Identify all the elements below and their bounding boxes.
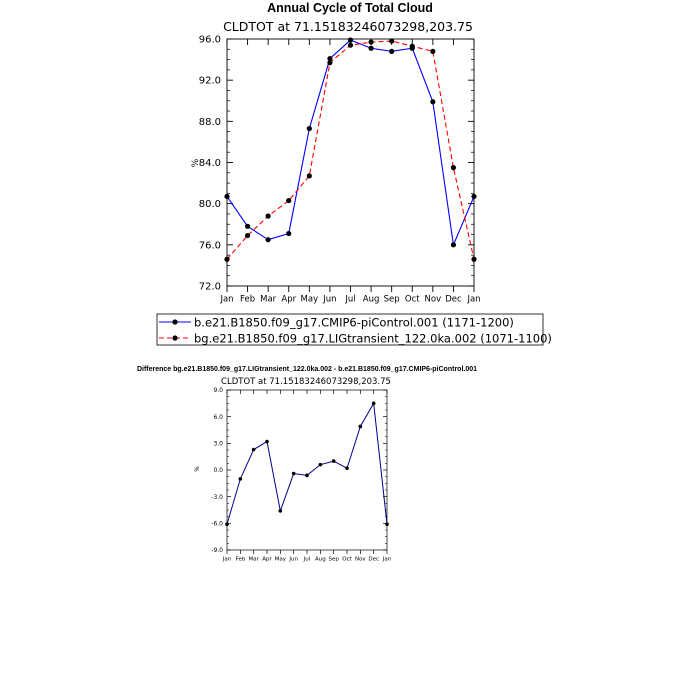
data-point (266, 237, 271, 242)
y-tick-label: 0.0 (213, 467, 223, 475)
difference-y-axis-label: % (194, 466, 201, 472)
series-line-0 (227, 40, 474, 245)
y-tick-label: 92.0 (198, 75, 221, 87)
data-point (292, 472, 296, 476)
x-tick-label: Apr (262, 556, 272, 563)
x-tick-label: Nov (424, 294, 442, 305)
series-line-1 (227, 41, 474, 259)
data-point (252, 448, 256, 452)
data-point (327, 60, 332, 65)
difference-title: Difference bg.e21.B1850.f09_g17.LIGtransient_122.0ka.002 - b.e21.B1850.f09_g17.CMIP6-piControl.001 (136, 366, 478, 373)
y-tick-label: 84.0 (198, 158, 221, 169)
x-tick-label: Dec (368, 556, 379, 563)
x-tick-label: Jan (222, 556, 232, 563)
y-axis-label: % (191, 158, 201, 168)
x-tick-label: Jul (345, 294, 356, 305)
data-point (239, 477, 243, 481)
x-tick-label: Jun (323, 294, 337, 305)
x-tick-label: Aug (314, 556, 326, 563)
x-tick-label: Jun (289, 556, 298, 563)
data-point (430, 99, 435, 104)
data-point (266, 213, 271, 218)
legend-label-picontrol: b.e21.B1850.f09_g17.CMIP6-piControl.001 (1171-1200) (194, 315, 514, 330)
plot-frame (227, 390, 387, 550)
x-tick-label: Jan (467, 294, 481, 305)
chart-title: Annual Cycle of Total Cloud (267, 1, 433, 15)
data-point (307, 173, 312, 178)
data-point (345, 466, 349, 470)
series-line-0 (227, 403, 387, 524)
x-tick-label: Aug (362, 294, 380, 305)
x-tick-label: Nov (354, 556, 366, 563)
x-tick-label: May (274, 556, 287, 563)
data-point (471, 257, 476, 262)
data-point (372, 402, 376, 406)
legend-marker-blue (172, 319, 177, 324)
data-point (451, 165, 456, 170)
legend (157, 314, 552, 346)
x-tick-label: Feb (240, 294, 256, 305)
data-point (245, 224, 250, 229)
x-tick-label: Dec (445, 294, 462, 305)
data-point (265, 440, 269, 444)
x-tick-label: Oct (404, 294, 420, 305)
y-tick-label: -3.0 (211, 493, 223, 501)
data-point (245, 233, 250, 238)
y-tick-label: 72.0 (198, 281, 221, 293)
y-tick-label: 3.0 (213, 440, 223, 448)
x-tick-label: Mar (260, 294, 277, 305)
data-point (279, 509, 283, 513)
data-point (430, 49, 435, 54)
legend-marker-red (172, 335, 177, 340)
x-tick-label: Mar (248, 556, 259, 563)
x-tick-label: Jan (382, 556, 392, 563)
data-point (319, 463, 323, 467)
chart-subtitle: CLDTOT at 71.15183246073298,203.75 (223, 19, 473, 34)
data-point (286, 198, 291, 203)
x-tick-label: Oct (342, 556, 352, 563)
data-point (224, 257, 229, 262)
data-point (307, 126, 312, 131)
x-tick-label: Jan (220, 294, 234, 305)
data-point (359, 425, 363, 429)
data-point (368, 39, 373, 44)
y-tick-label: -6.0 (211, 520, 223, 528)
legend-label-ligtransient: bg.e21.B1850.f09_g17.LIGtransient_122.0ka.002 (1071-1100) (194, 331, 552, 346)
difference-chart (137, 366, 477, 563)
data-point (368, 46, 373, 51)
annual-cycle-chart (191, 1, 481, 305)
data-point (451, 242, 456, 247)
data-point (348, 37, 353, 42)
data-point (332, 459, 336, 463)
y-tick-label: 9.0 (213, 387, 223, 395)
data-point (410, 44, 415, 49)
x-tick-label: Feb (235, 556, 246, 563)
y-tick-label: -9.0 (211, 547, 223, 555)
y-tick-label: 6.0 (213, 413, 223, 421)
y-tick-label: 96.0 (198, 34, 221, 46)
x-tick-label: May (300, 294, 319, 305)
data-point (224, 194, 229, 199)
data-point (389, 49, 394, 54)
data-point (471, 194, 476, 199)
data-point (225, 522, 229, 526)
x-tick-label: Sep (328, 556, 339, 563)
x-tick-label: Jul (303, 556, 311, 563)
difference-subtitle: CLDTOT at 71.15183246073298,203.75 (221, 377, 391, 387)
y-tick-label: 76.0 (198, 240, 221, 252)
data-point (348, 43, 353, 48)
data-point (385, 522, 389, 526)
data-point (389, 38, 394, 43)
x-tick-label: Apr (281, 294, 297, 305)
x-tick-label: Sep (383, 294, 400, 305)
y-tick-label: 88.0 (198, 116, 221, 128)
data-point (305, 474, 309, 478)
data-point (286, 231, 291, 236)
y-tick-label: 80.0 (198, 199, 221, 211)
